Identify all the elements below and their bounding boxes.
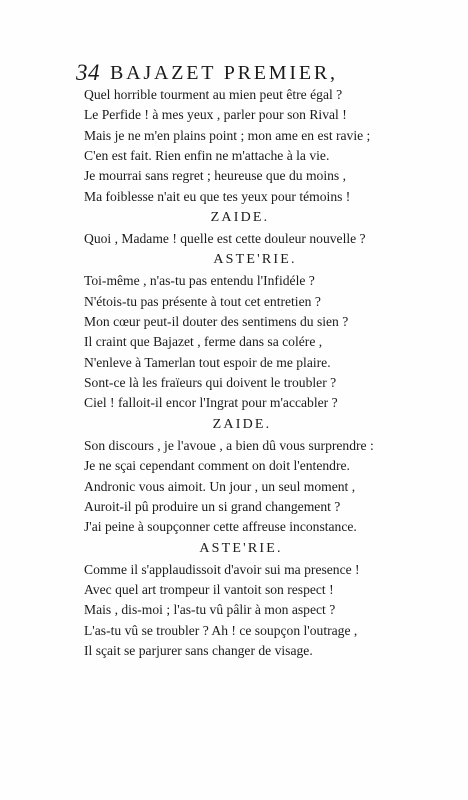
verse-line: Son discours , je l'avoue , a bien dû vous surprendre : [84,437,374,453]
verse-line: Mais je ne m'en plains point ; mon ame en est ravie ; [84,127,371,143]
speaker-heading: ASTE'RIE. [199,540,283,556]
verse-line: Ma foiblesse n'ait eu que tes yeux pour témoins ! [84,188,351,204]
verse-line: Toi-même , n'as-tu pas entendu l'Infidéle ? [84,273,315,289]
verse-line: Avec quel art trompeur il vantoit son respect ! [84,581,334,597]
running-title: BAJAZET PREMIER, [110,62,338,84]
verse-line: Mais , dis-moi ; l'as-tu vû pâlir à mon aspect ? [84,602,336,618]
play-text [84,85,404,661]
page-number: 34 [76,60,100,85]
verse-line: Quel horrible tourment au mien peut être égal ? [84,87,343,102]
verse-line: Je ne sçai cependant comment on doit l'entendre. [84,458,350,474]
verse-line: Le Perfide ! à mes yeux , parler pour son Rival ! [84,107,347,123]
verse-line: Ciel ! falloit-il encor l'Ingrat pour m'accabler ? [84,395,338,411]
verse-line: L'as-tu vû se troubler ? Ah ! ce soupçon l'outrage , [84,622,358,638]
verse-line: J'ai peine à soupçonner cette affreuse inconstance. [84,519,357,535]
verse-line: Auroit-il pû produire un si grand changement ? [84,498,341,514]
verse-line: Andronic vous aimoit. Un jour , un seul moment , [84,478,356,494]
verse-line: Mon cœur peut-il douter des sentimens du sien ? [84,314,349,330]
verse-line: N'étois-tu pas présente à tout cet entretien ? [84,293,321,309]
verse-line: Quoi , Madame ! quelle est cette douleur nouvelle ? [84,231,366,247]
speaker-heading: ZAIDE. [210,210,270,226]
verse-line: Il craint que Bajazet , ferme dans sa colére , [84,334,323,350]
speaker-heading: ZAIDE. [212,416,272,432]
verse-line: Comme il s'applaudissoit d'avoir sui ma presence ! [84,561,360,577]
verse-line: N'enleve à Tamerlan tout espoir de me plaire. [84,354,331,370]
verse-line: Je mourrai sans regret ; heureuse que du moins , [84,168,346,184]
verse-line: Il sçait se parjurer sans changer de visage. [84,642,313,658]
page-header [76,58,396,88]
verse-line: C'en est fait. Rien enfin ne m'attache à la vie. [84,148,330,164]
speaker-heading: ASTE'RIE. [213,252,297,268]
verse-line: Sont-ce là les fraïeurs qui doivent le troubler ? [84,375,337,391]
